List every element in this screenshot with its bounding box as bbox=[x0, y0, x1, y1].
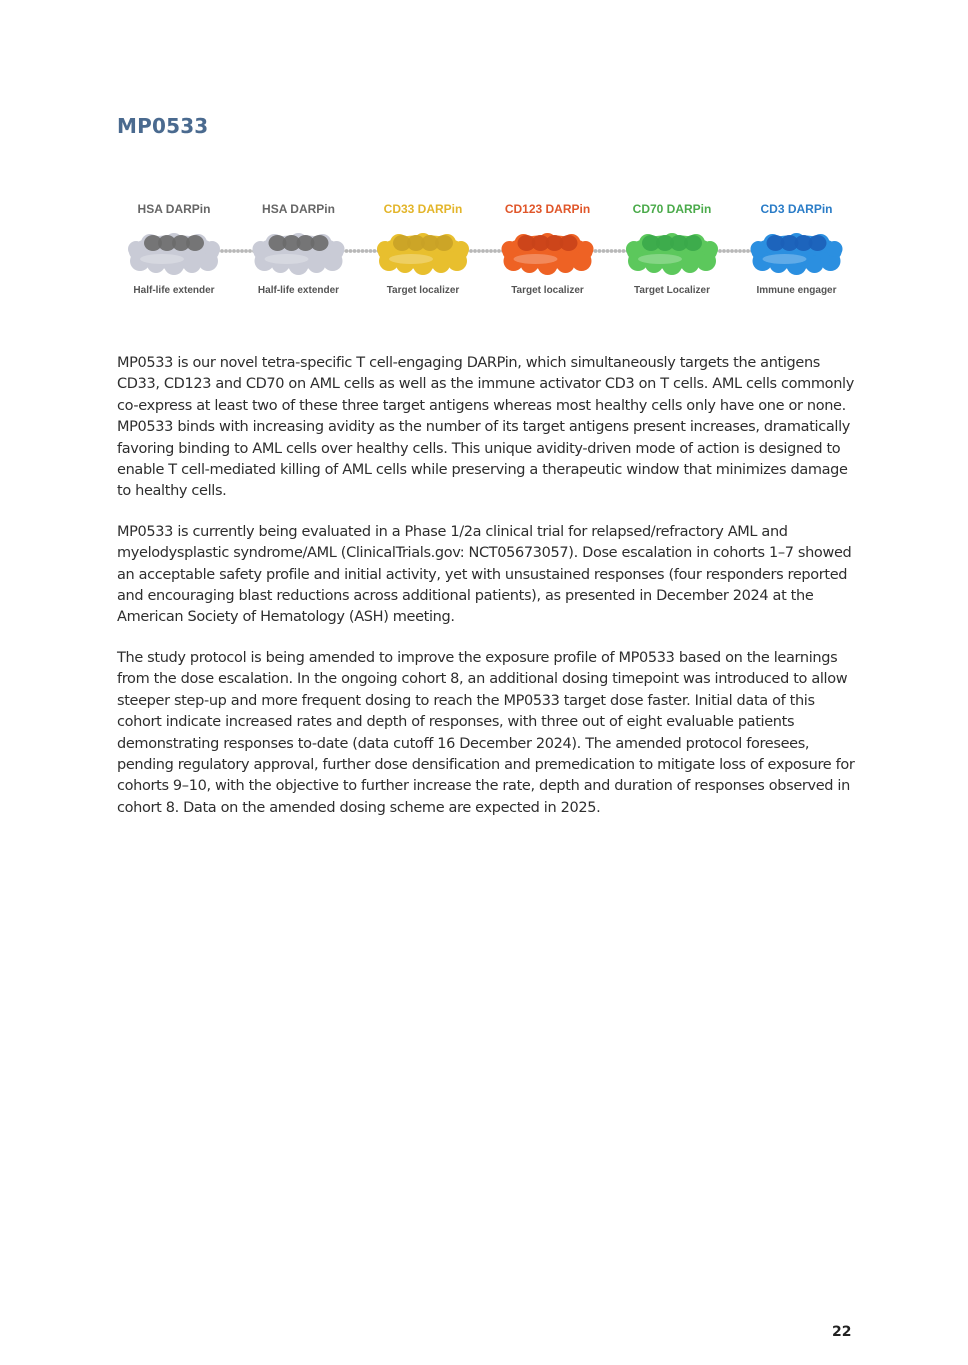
linker-bead bbox=[485, 249, 489, 253]
module-repeat-domain bbox=[684, 235, 702, 251]
page-number: 22 bbox=[832, 1324, 852, 1340]
linker-bead bbox=[598, 249, 602, 253]
paragraph-clinical-trial: MP0533 is currently being evaluated in a Phase 1/2a clinical trial for relapsed/refractory AML and myelodysplastic syndrome/AML (ClinicalTrials.gov: NCT05673057). Dose escalation in cohorts 1–7 showed an acceptable safety profile and initial activity, yet with unsustained responses (four responders reported and encouraging blast reductions across additional patients), as presented in December 2024 at the American Society of Hematology (ASH) meeting. bbox=[117, 523, 852, 626]
linker-bead bbox=[734, 249, 738, 253]
paragraph-protocol-amendment: The study protocol is being amended to improve the exposure profile of MP0533 based on the learnings from the dose escalation. In the ongoing cohort 8, an additional dosing timepoint was introduced to allow steeper step-up and more frequent dosing to reach the MP0533 target dose faster. Initial data of this cohort indicate increased rates and depth of responses, with three out of eight evaluable patients demonstrating responses to-date (data cutoff 16 December 2024). The amended protocol foresees, pending regulatory approval, further dose densification and premedication to mitigate loss of exposure for cohorts 9–10, with the objective to further increase the rate, depth and duration of responses observed in cohort 8. Data on the amended dosing scheme are expected in 2025. bbox=[117, 649, 855, 816]
linker-bead bbox=[224, 249, 228, 253]
module-highlight bbox=[514, 254, 558, 264]
linker-bead bbox=[622, 249, 626, 253]
linker-bead bbox=[244, 249, 248, 253]
module-role-label: Half-life extender bbox=[257, 285, 340, 296]
module-role-label: Target localizer bbox=[386, 285, 460, 296]
linker-bead bbox=[497, 249, 501, 253]
linker-bead bbox=[220, 249, 224, 253]
module-highlight bbox=[763, 254, 807, 264]
module-body-lobe bbox=[806, 255, 824, 273]
linker-bead bbox=[345, 249, 349, 253]
linker-bead bbox=[618, 249, 622, 253]
module-body-lobe bbox=[183, 255, 201, 273]
linker-bead bbox=[594, 249, 598, 253]
module-body-lobe bbox=[557, 255, 575, 273]
darpin-module bbox=[253, 202, 345, 296]
module-highlight bbox=[638, 254, 682, 264]
linker-bead bbox=[730, 249, 734, 253]
linker-bead bbox=[240, 249, 244, 253]
linker-bead bbox=[722, 249, 726, 253]
linker-bead bbox=[232, 249, 236, 253]
module-name-label: CD33 DARPin bbox=[383, 202, 463, 216]
linker-bead bbox=[602, 249, 606, 253]
linker-bead bbox=[361, 249, 365, 253]
linker-bead bbox=[489, 249, 493, 253]
module-repeat-domain bbox=[809, 235, 827, 251]
module-repeat-domain bbox=[186, 235, 204, 251]
linker-bead bbox=[493, 249, 497, 253]
linker-bead bbox=[746, 249, 750, 253]
linker-bead bbox=[726, 249, 730, 253]
darpin-module bbox=[502, 202, 594, 296]
body-text bbox=[117, 353, 857, 838]
module-body-lobe bbox=[681, 255, 699, 273]
linker-bead bbox=[477, 249, 481, 253]
darpin-module bbox=[377, 202, 469, 296]
module-role-label: Target Localizer bbox=[634, 285, 710, 296]
module-name-label: HSA DARPin bbox=[137, 202, 211, 216]
linker-bead bbox=[365, 249, 369, 253]
page-title: MP0533 bbox=[117, 114, 209, 138]
module-repeat-domain bbox=[560, 235, 578, 251]
linker-bead bbox=[357, 249, 361, 253]
darpin-module bbox=[128, 202, 220, 296]
paragraph-mechanism: MP0533 is our novel tetra-specific T cell-engaging DARPin, which simultaneously targets the antigens CD33, CD123 and CD70 on AML cells as well as the immune activator CD3 on T cells. AML cells commonly co-express at least two of these three target antigens whereas most healthy cells only have one or none. MP0533 binds with increasing avidity as the number of its target antigens present increases, dramatically favoring binding to AML cells over healthy cells. This unique avidity-driven mode of action is designed to enable T cell-mediated killing of AML cells while preserving a therapeutic window that minimizes damage to healthy cells. bbox=[117, 355, 854, 500]
linker-bead bbox=[473, 249, 477, 253]
darpin-module bbox=[751, 202, 843, 296]
module-role-label: Half-life extender bbox=[133, 285, 215, 296]
linker-bead bbox=[742, 249, 746, 253]
module-role-label: Target localizer bbox=[511, 285, 584, 296]
module-body-lobe bbox=[308, 255, 326, 273]
module-repeat-domain bbox=[435, 235, 453, 251]
linker-bead bbox=[369, 249, 373, 253]
module-name-label: CD123 DARPin bbox=[504, 202, 591, 216]
linker-bead bbox=[349, 249, 353, 253]
module-name-label: HSA DARPin bbox=[262, 202, 335, 216]
module-name-label: CD3 DARPin bbox=[760, 202, 833, 216]
linker-bead bbox=[236, 249, 240, 253]
linker-bead bbox=[353, 249, 357, 253]
linker-bead bbox=[248, 249, 252, 253]
linker-bead bbox=[373, 249, 377, 253]
module-highlight bbox=[140, 254, 184, 264]
darpin-module bbox=[626, 202, 718, 296]
module-role-label: Immune engager bbox=[756, 285, 837, 296]
module-highlight bbox=[389, 254, 433, 264]
darpin-diagram bbox=[120, 192, 860, 307]
linker-bead bbox=[469, 249, 473, 253]
linker-bead bbox=[606, 249, 610, 253]
linker-bead bbox=[481, 249, 485, 253]
module-body-lobe bbox=[432, 255, 450, 273]
linker-bead bbox=[228, 249, 232, 253]
module-highlight bbox=[265, 254, 309, 264]
linker-bead bbox=[718, 249, 722, 253]
darpin-diagram-canvas bbox=[120, 192, 860, 307]
linker-bead bbox=[614, 249, 618, 253]
module-repeat-domain bbox=[311, 235, 329, 251]
linker-bead bbox=[738, 249, 742, 253]
linker-bead bbox=[610, 249, 614, 253]
module-name-label: CD70 DARPin bbox=[632, 202, 712, 216]
